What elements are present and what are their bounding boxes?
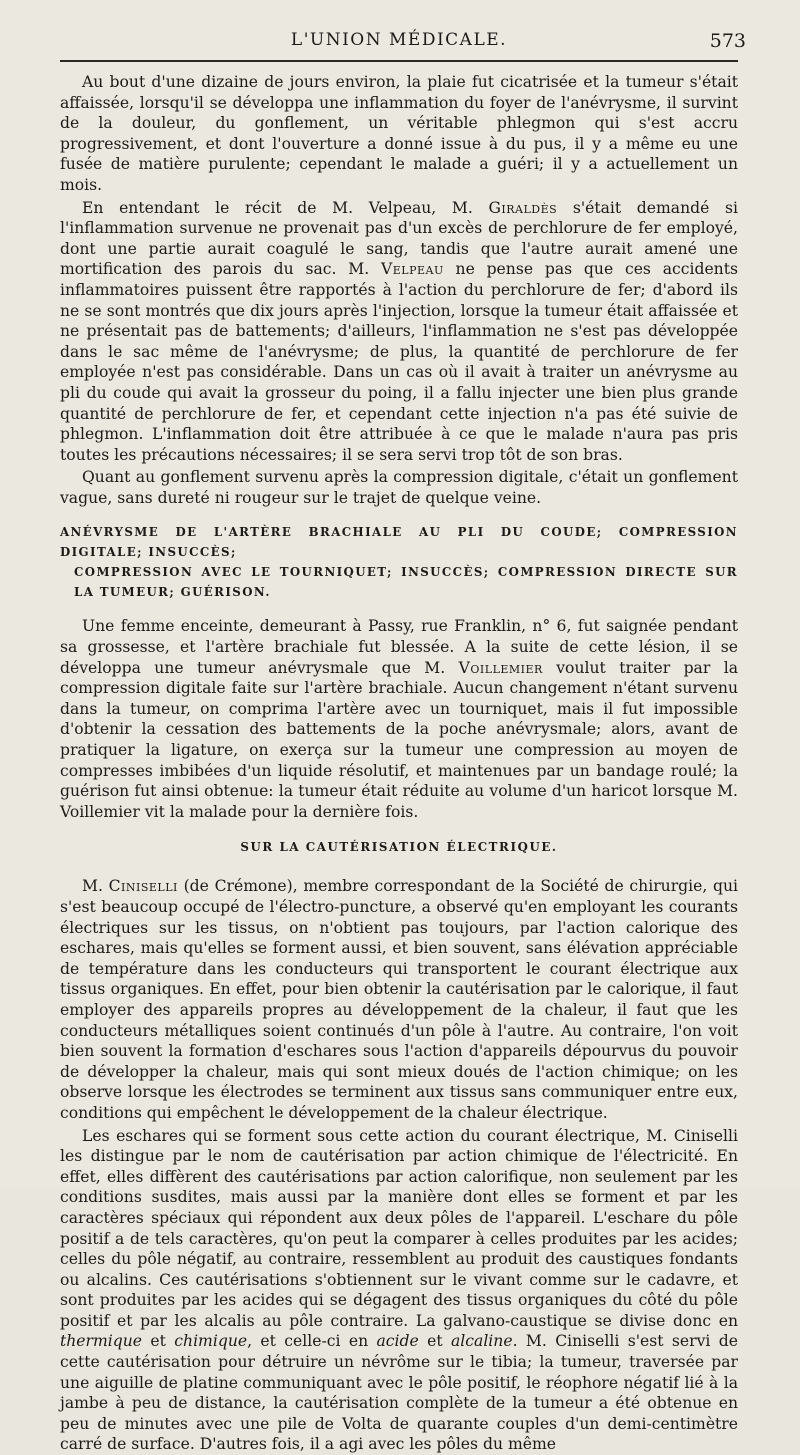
- surgeon-name-giraldes: Giraldès: [488, 198, 558, 217]
- running-title: L'UNION MÉDICALE.: [290, 30, 508, 50]
- term-alcaline: alcaline: [451, 1332, 513, 1351]
- page-number: 573: [709, 30, 746, 52]
- surgeon-name-voillemier: Voillemier: [458, 658, 543, 677]
- term-chimique: chimique: [174, 1332, 248, 1351]
- paragraph-1: Au bout d'une dizaine de jours environ, la plaie fut cicatrisée et la tumeur s'était affaissée, lorsqu'il se développa une inflammation du foyer de l'anévrysme, il survint de la douleur, du gonflement, un véritable phlegmon qui s'est accru progressivement, et dont l'ouverture a donné issue à du pus, il y a même eu une fusée de matière purulente; cependant le malade a guéri; il y a actuellement un mois.: [60, 73, 738, 194]
- paragraph-4-text-a: Une femme enceinte, demeurant à Passy, rue Franklin, n° 6, fut saignée pendant sa grossesse, et l'artère brachiale fut blessée. A la suite de cette lésion, il se développa une tumeur anévrysmale que M.: [60, 617, 738, 677]
- paragraph-6-text-d: et: [418, 1332, 451, 1351]
- paragraph-5: [60, 876, 738, 1123]
- paragraph-3: Quant au gonflement survenu après la compression digitale, c'était un gonflement vague, sans dureté ni rougeur sur le trajet de quelque veine.: [60, 468, 738, 507]
- paragraph-5-text-a: M.: [82, 877, 109, 896]
- paragraph-6-text-a: Les eschares qui se forment sous cette action du courant électrique, M. Ciniselli les distingue par le nom de cautérisation par action chimique de l'électricité. En effet, elles diffèrent des cautérisations par action calorifique, non seulement par les conditions susdites, mais aussi par la manière dont elles se forment et par les caractères spéciaux qui répondent aux deux pôles de l'appareil. L'eschare du pôle positif a de tels caractères, qu'on peut la comparer à celles produites par les acides; celles du pôle négatif, au contraire, ressemblent au produit des caustiques fondants ou alcalins. Ces cautérisations s'obtiennent sur le vivant comme sur le cadavre, et sont produites par les acides qui se dégagent des tissus organiques du côté du pôle positif et par les alcalis au pôle contraire. La galvano-caustique se divise donc en: [60, 1126, 738, 1330]
- paragraph-6-text-c: , et celle-ci en: [247, 1332, 377, 1351]
- paragraph-6-text-b: et: [142, 1332, 175, 1351]
- article-body: [60, 62, 738, 1455]
- section-heading-1-line-b: COMPRESSION AVEC LE TOURNIQUET; INSUCCÈS; COMPRESSION DIRECTE SUR LA TUMEUR; GUÉRISON.: [74, 565, 738, 600]
- paragraph-2-text-c: ne pense pas que ces accidents inflammatoires puissent être rapportés à l'action du perchlorure de fer; d'abord ils ne se sont montrés que dix jours après l'injection, lorsque la tumeur était affaissée et ne présentait pas de battements; d'ailleurs, l'inflammation ne s'est pas développée dans le sac même de l'anévrysme; de plus, la quantité de perchlorure de fer employée n'est pas considérable. Dans un cas où il avait à traiter un anévrysme au pli du coude qui avait la grosseur du poing, il a fallu injecter une bien plus grande quantité de perchlorure de fer, et cependant cette injection n'a pas été suivie de phlegmon. L'inflammation doit être attribuée à ce que le malade n'aura pas pris toutes les précautions nécessaires; il se sera servi trop tôt de son bras.: [60, 260, 738, 464]
- paragraph-4: [60, 616, 738, 822]
- section-heading-1: [60, 522, 738, 602]
- paragraph-2-text-a: En entendant le récit de M. Velpeau, M.: [82, 198, 489, 217]
- section-heading-2: SUR LA CAUTÉRISATION ÉLECTRIQUE.: [240, 840, 558, 855]
- running-head: [60, 0, 746, 62]
- paragraph-6: [60, 1126, 738, 1455]
- term-acide: acide: [376, 1332, 419, 1351]
- paragraph-5-text-b: (de Crémone), membre correspondant de la Société de chirurgie, qui s'est beaucoup occupé de l'électro-puncture, a observé qu'en employant les courants électriques sur les tissus, on n'obtient pas toujours, par l'action calorique des eschares, mais qu'elles se forment aussi, et bien souvent, sans élévation appréciable de température dans les conducteurs qui transportent le courant électrique aux tissus organiques. En effet, pour bien obtenir la cautérisation par le calorique, il faut employer des appareils propres au développement de la chaleur, il faut que les conducteurs métalliques soient continués d'un pôle à l'autre. Au contraire, l'on voit bien souvent la formation d'eschares sous l'action d'appareils dépourvus du pouvoir de développer la chaleur, mais qui sont mieux doués de l'action chimique; on les observe lorsque les électrodes se terminent aux tissus sans communiquer entre eux, conditions qui empêchent le développement de la chaleur électrique.: [60, 877, 739, 1122]
- paragraph-6-text-e: . M. Ciniselli s'est servi de cette cautérisation pour détruire un névrôme sur le tibia; la tumeur, traversée par une aiguille de platine communiquant avec le pôle positif, le réophore négatif lié à la jambe à peu de distance, la cautérisation complète de la tumeur a été obtenue en peu de minutes avec une pile de Volta de quarante couples d'un demi-centimètre carré de surface. D'autres fois, il a agi avec les pôles du même: [60, 1332, 738, 1454]
- paragraph-4-text-b: voulut traiter par la compression digitale faite sur l'artère brachiale. Aucun changement n'étant survenu dans la tumeur, on comprima l'artère avec un tourniquet, mais il fut impossible d'obtenir la cessation des battements de la poche anévrysmale; alors, avant de pratiquer la ligature, on exerça sur la tumeur une compression au moyen de compresses imbibées d'un liquide résolutif, et maintenues par un bandage roulé; la guérison fut ainsi obtenue: la tumeur était réduite au volume d'un haricot lorsque M. Voillemier vit la malade pour la dernière fois.: [60, 658, 738, 821]
- surgeon-name-velpeau: Velpeau: [380, 260, 444, 279]
- paragraph-2: [60, 198, 738, 466]
- paragraph-2-text-b: s'était demandé si l'inflammation survenue ne provenait pas d'un excès de perchlorure de fer employé, dont une partie aurait coagulé le sang, tandis que l'autre aurait amené une mortification des parois du sac. M.: [60, 198, 738, 279]
- section-heading-1-line-a: ANÉVRYSME DE L'ARTÈRE BRACHIALE AU PLI DU COUDE; COMPRESSION DIGITALE; INSUCCÈS;: [60, 525, 738, 560]
- term-thermique: thermique: [60, 1332, 143, 1351]
- surgeon-name-ciniselli: Ciniselli: [108, 877, 178, 896]
